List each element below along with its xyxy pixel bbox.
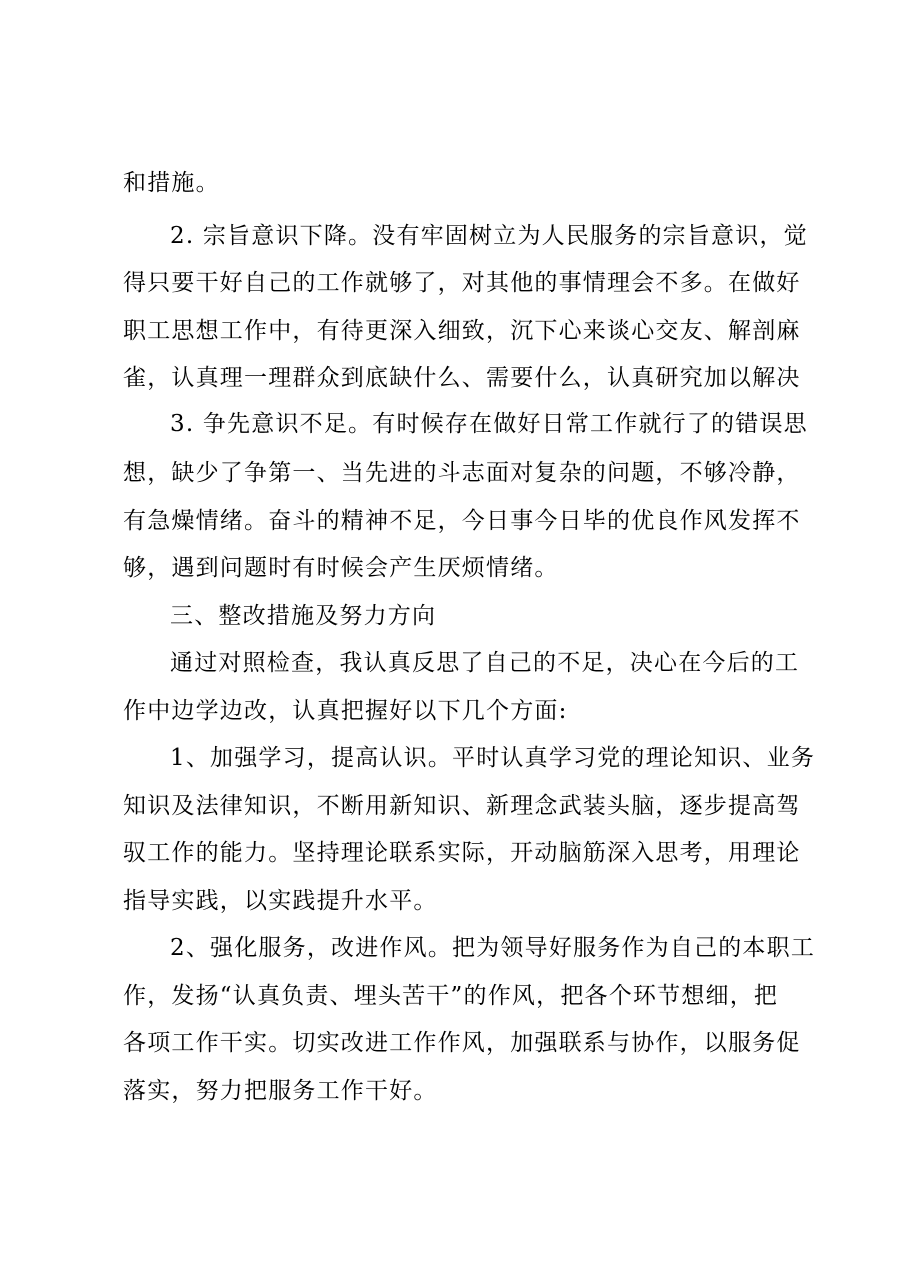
- text-line: 作，发扬“认真负责、埋头苦干”的作风，把各个环节想细，把: [123, 983, 779, 1009]
- text-line: 指导实践，以实践提升水平。: [123, 888, 438, 914]
- text-line: 想，缺少了争第一、当先进的斗志面对复杂的问题，不够冷静，: [123, 460, 801, 486]
- text-line: 够，遇到问题时有时候会产生厌烦情绪。: [123, 555, 559, 581]
- text-line: 各项工作干实。切实改进工作作风，加强联系与协作，以服务促: [123, 1030, 801, 1056]
- text-line: 有急燥情绪。奋斗的精神不足，今日事今日毕的优良作风发挥不: [123, 508, 801, 534]
- text-line: 得只要干好自己的工作就够了，对其他的事情理会不多。在做好: [123, 270, 801, 296]
- paragraph-start-line: 通过对照检查，我认真反思了自己的不足，决心在今后的工: [170, 650, 800, 676]
- text-line: 落实，努力把服务工作干好。: [123, 1078, 438, 1104]
- text-line: 知识及法律知识，不断用新知识、新理念武装头脑，逐步提高驾: [123, 793, 801, 819]
- text-line: 和措施。: [123, 170, 220, 196]
- text-line: 驭工作的能力。坚持理论联系实际，开动脑筋深入思考，用理论: [123, 840, 801, 866]
- paragraph-start-line: 2. 宗旨意识下降。没有牢固树立为人民服务的宗旨意识，觉: [170, 223, 808, 249]
- text-line: 职工思想工作中，有待更深入细致，沉下心来谈心交友、解剖麻: [123, 318, 801, 344]
- paragraph-start-line: 3. 争先意识不足。有时候存在做好日常工作就行了的错误思: [170, 411, 808, 437]
- section-heading: 三、整改措施及努力方向: [170, 603, 437, 629]
- text-line: 雀，认真理一理群众到底缺什么、需要什么，认真研究加以解决: [123, 365, 801, 391]
- text-line: 作中边学边改，认真把握好以下几个方面:: [123, 698, 568, 724]
- paragraph-start-line: 2、强化服务，改进作风。把为领导好服务作为自己的本职工: [170, 935, 816, 961]
- paragraph-start-line: 1、加强学习，提高认识。平时认真学习党的理论知识、业务: [170, 745, 816, 771]
